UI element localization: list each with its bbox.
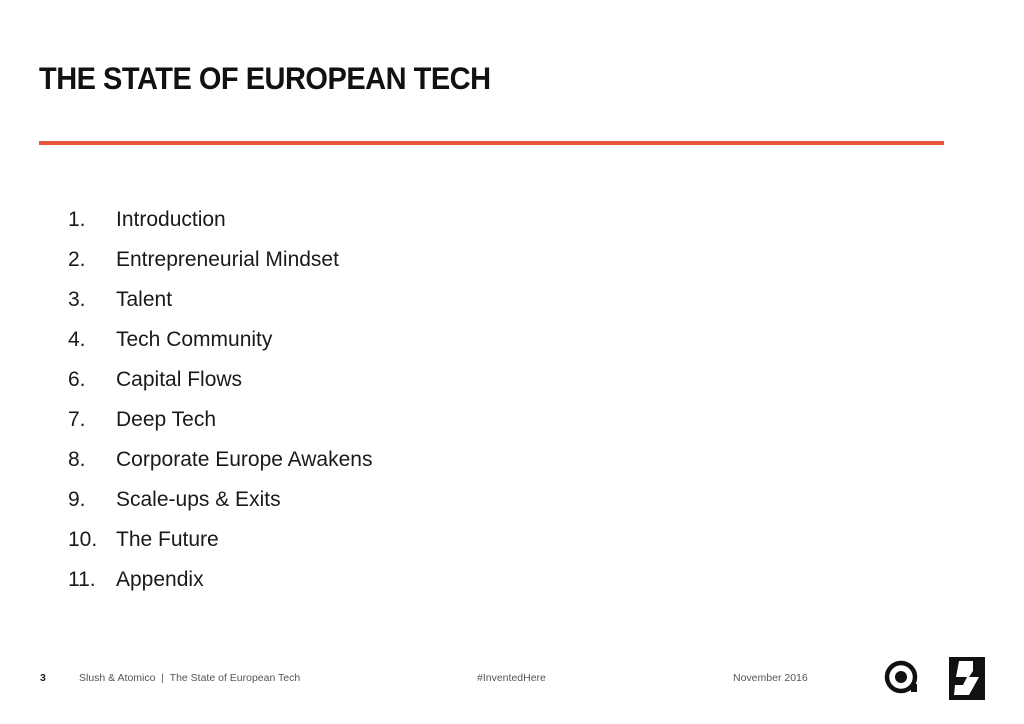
toc-item-number: 3. [68, 288, 86, 311]
toc-item-number: 10. [68, 528, 98, 551]
footer-credit: Slush & Atomico | The State of European Tech [79, 672, 301, 684]
toc-item [68, 560, 372, 600]
footer-date: November 2016 [733, 672, 808, 684]
toc-item [68, 520, 372, 560]
toc-item [68, 320, 372, 360]
toc-item-label: Corporate Europe Awakens [116, 448, 373, 471]
atomico-logo-icon [884, 660, 918, 694]
toc-item [68, 200, 372, 240]
toc-item-label: Talent [116, 288, 173, 311]
toc-item [68, 240, 372, 280]
toc-item-number: 8. [68, 448, 86, 471]
toc-item-label: Entrepreneurial Mindset [116, 248, 339, 271]
toc-item-number: 7. [68, 408, 86, 431]
toc-item-number: 9. [68, 488, 86, 511]
toc-item [68, 400, 372, 440]
toc-item-label: The Future [116, 528, 219, 551]
title-divider [39, 141, 944, 145]
table-of-contents [68, 200, 372, 600]
toc-item-number: 2. [68, 248, 86, 271]
toc-item-label: Introduction [116, 208, 226, 231]
toc-item-number: 1. [68, 208, 86, 231]
toc-item-label: Tech Community [116, 328, 273, 351]
toc-item-label: Deep Tech [116, 408, 217, 431]
toc-item-number: 6. [68, 368, 86, 391]
toc-item-label: Appendix [116, 568, 204, 591]
toc-item-label: Capital Flows [116, 368, 243, 391]
toc-item-label: Scale-ups & Exits [116, 488, 281, 511]
toc-item [68, 480, 372, 520]
toc-item [68, 440, 372, 480]
toc-item [68, 360, 372, 400]
footer-hashtag: #InventedHere [477, 672, 546, 684]
page-number: 3 [40, 672, 46, 684]
page-title: THE STATE OF EUROPEAN TECH [39, 62, 491, 97]
toc-item-number: 4. [68, 328, 86, 351]
toc-item [68, 280, 372, 320]
slush-logo-icon [949, 657, 985, 700]
toc-item-number: 11. [68, 568, 96, 591]
